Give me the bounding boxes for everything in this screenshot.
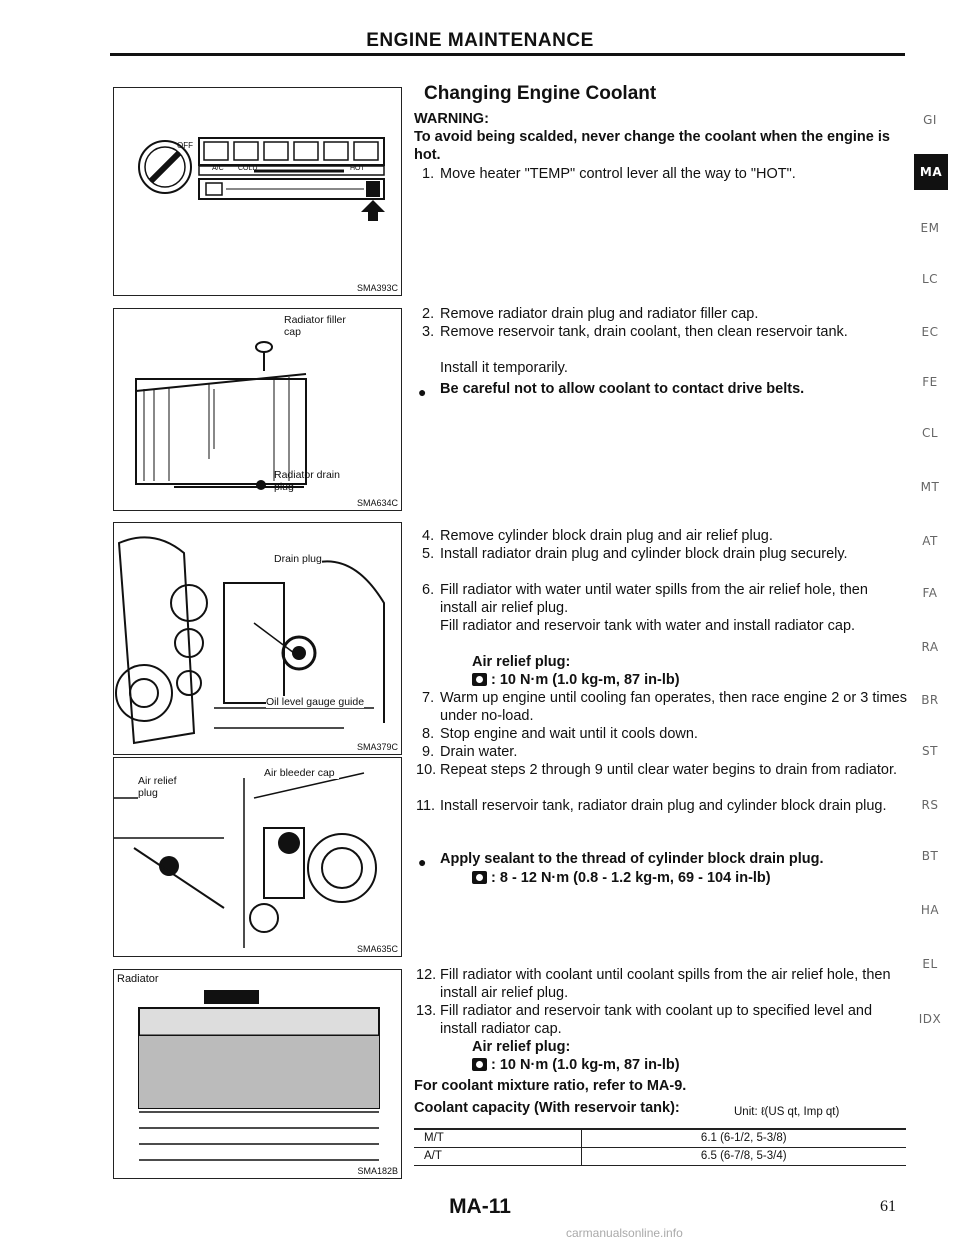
step-3-note: Install it temporarily. — [440, 360, 568, 376]
figure-code: SMA635C — [356, 944, 398, 954]
mixture-ratio-reference: For coolant mixture ratio, refer to MA-9. — [414, 1078, 687, 1094]
torque-icon — [472, 673, 487, 686]
step-number: 6. — [422, 582, 435, 598]
capacity-value-cell: 6.5 (6-7/8, 5-3/4) — [581, 1147, 906, 1165]
side-tab-at[interactable]: AT — [922, 534, 938, 548]
transmission-type-cell: A/T — [414, 1147, 581, 1165]
step-number: 3. — [422, 324, 435, 340]
side-tab-fe[interactable]: FE — [922, 375, 938, 389]
side-tab-ec[interactable]: EC — [921, 325, 939, 339]
unit-label: Unit: ℓ(US qt, Imp qt) — [734, 1106, 840, 1118]
oil-gauge-label: Oil level gauge guide — [266, 696, 365, 708]
radiator-drawing — [114, 309, 402, 511]
side-tab-idx[interactable]: IDX — [918, 1012, 942, 1026]
off-label: OFF — [177, 141, 193, 150]
side-tab-rs[interactable]: RS — [921, 798, 939, 812]
radiator-filler-cap-label: Radiator filler cap — [284, 314, 346, 338]
step-number: 11. — [416, 798, 436, 814]
figure-code: SMA393C — [356, 283, 398, 293]
side-tab-ra[interactable]: RA — [921, 640, 939, 654]
torque-icon — [472, 1058, 487, 1071]
step-number: 12. — [416, 967, 437, 983]
torque-icon — [472, 871, 487, 884]
side-tab-bt[interactable]: BT — [921, 849, 939, 863]
side-tab-lc[interactable]: LC — [921, 272, 939, 286]
figure-code: SMA182B — [357, 1166, 398, 1176]
side-tab-em[interactable]: EM — [920, 221, 940, 235]
torque-spec — [472, 672, 680, 690]
bullet-icon: ● — [418, 384, 427, 400]
torque-value: : 10 N·m (1.0 kg-m, 87 in-lb) — [491, 672, 680, 688]
step-number: 13. — [416, 1003, 437, 1019]
air-relief-plug-label: Air relief plug — [138, 775, 198, 799]
figure-heater-control — [113, 87, 402, 296]
torque-value: : 8 - 12 N·m (0.8 - 1.2 kg-m, 69 - 104 in-lb) — [491, 870, 771, 886]
caution-drive-belts: Be careful not to allow coolant to contact drive belts. — [440, 381, 805, 397]
step-number: 8. — [422, 726, 435, 742]
side-tab-ma[interactable]: MA — [914, 154, 948, 190]
transmission-type-cell: M/T — [414, 1129, 581, 1147]
page-number: 61 — [880, 1198, 896, 1215]
capacity-value-cell: 6.1 (6-1/2, 5-3/8) — [581, 1129, 906, 1147]
section-title: Changing Engine Coolant — [424, 83, 657, 104]
figure-air-relief — [113, 757, 402, 957]
side-tab-gi[interactable]: GI — [923, 113, 937, 127]
step-1: Move heater "TEMP" control lever all the way to "HOT". — [440, 166, 796, 182]
ac-label: A/C — [212, 165, 224, 172]
step-7: Warm up engine until cooling fan operates, then race engine 2 or 3 times under no-load. — [440, 690, 907, 724]
radiator-level-drawing — [114, 970, 402, 1179]
step-number: 4. — [422, 528, 435, 544]
figure-cylinder-drain — [113, 522, 402, 755]
engine-block-drawing — [114, 523, 402, 755]
table-row — [414, 1147, 906, 1165]
side-tab-cl[interactable]: CL — [921, 426, 939, 440]
torque-spec — [472, 1057, 680, 1075]
cold-label: COLD — [238, 165, 258, 172]
drain-plug-label: Drain plug — [274, 553, 322, 565]
step-number: 5. — [422, 546, 435, 562]
sealant-note: Apply sealant to the thread of cylinder block drain plug. — [440, 851, 824, 867]
step-number: 10. — [416, 762, 437, 778]
figure-radiator-level — [113, 969, 402, 1179]
step-9: Drain water. — [440, 744, 518, 760]
side-tab-ha[interactable]: HA — [920, 903, 940, 917]
step-number: 7. — [422, 690, 435, 706]
torque-value: : 10 N·m (1.0 kg-m, 87 in-lb) — [491, 1057, 680, 1073]
step-6: Fill radiator with water until water spills from the air relief hole, then install air relief plug. — [440, 582, 868, 616]
header-rule — [110, 53, 905, 56]
page-header-title: ENGINE MAINTENANCE — [366, 30, 594, 51]
bullet-icon: ● — [418, 854, 427, 870]
step-11: Install reservoir tank, radiator drain plug and cylinder block drain plug. — [440, 798, 887, 814]
warning-label: WARNING: — [414, 111, 489, 127]
table-row — [414, 1129, 906, 1147]
step-2: Remove radiator drain plug and radiator filler cap. — [440, 306, 759, 322]
capacity-label: Coolant capacity (With reservoir tank): — [414, 1100, 680, 1116]
step-13: Fill radiator and reservoir tank with coolant up to specified level and install radiator cap. — [440, 1003, 873, 1037]
step-number: 9. — [422, 744, 435, 760]
radiator-drain-plug-label: Radiator drain plug — [274, 469, 340, 493]
air-bleeder-cap-label: Air bleeder cap — [264, 767, 339, 779]
page-section-label: MA-11 — [449, 1195, 511, 1218]
hot-label: HOT — [350, 165, 365, 172]
side-tab-st[interactable]: ST — [922, 744, 938, 758]
figure-code: SMA379C — [356, 742, 398, 752]
side-tab-el[interactable]: EL — [922, 957, 938, 971]
step-10: Repeat steps 2 through 9 until clear water begins to drain from radiator. — [440, 762, 898, 778]
step-6-fill: Fill radiator and reservoir tank with water and install radiator cap. — [440, 618, 856, 634]
side-tab-fa[interactable]: FA — [922, 586, 938, 600]
figure-radiator — [113, 308, 402, 511]
step-5: Install radiator drain plug and cylinder block drain plug securely. — [440, 546, 848, 562]
step-12: Fill radiator with coolant until coolant spills from the air relief hole, then install air relief plug. — [440, 967, 891, 1001]
step-number: 2. — [422, 306, 435, 322]
side-tab-mt[interactable]: MT — [920, 480, 940, 494]
warning-text: To avoid being scalded, never change the coolant when the engine is hot. — [414, 129, 890, 163]
figure-code: SMA634C — [356, 498, 398, 508]
step-4: Remove cylinder block drain plug and air relief plug. — [440, 528, 773, 544]
air-relief-plug-sublabel: Air relief plug: — [472, 1039, 571, 1055]
heater-control-drawing — [114, 88, 402, 296]
air-relief-plug-sublabel: Air relief plug: — [472, 654, 571, 670]
radiator-label: Radiator — [117, 973, 159, 985]
side-tab-br[interactable]: BR — [921, 693, 939, 707]
watermark: carmanualsonline.info — [566, 1226, 683, 1240]
step-3: Remove reservoir tank, drain coolant, then clean reservoir tank. — [440, 324, 848, 340]
step-8: Stop engine and wait until it cools down. — [440, 726, 698, 742]
step-number: 1. — [422, 166, 435, 182]
coolant-capacity-table — [414, 1128, 906, 1166]
torque-spec — [472, 870, 771, 888]
